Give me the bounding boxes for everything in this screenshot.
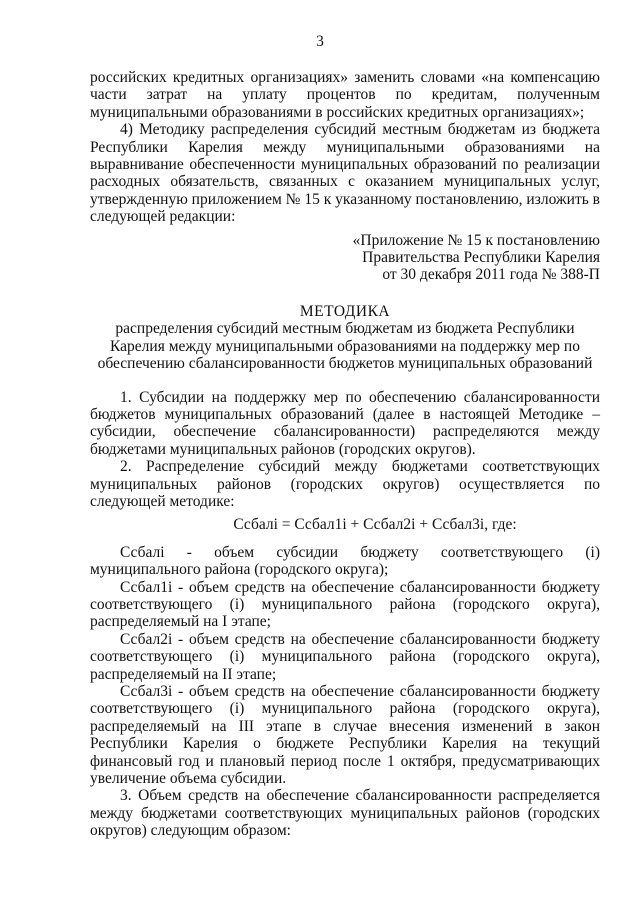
paragraph-2: 2. Распределение субсидий между бюджетами соответствующих муниципальных районов (городских округов) осуществляется по следующей методике: [90,458,600,510]
formula: Ссбалі = Ссбал1і + Ссбал2і + Ссбал3і, где: [233,516,517,534]
document-body [90,69,600,840]
page-number: 3 [316,33,324,50]
appendix-line: от 30 декабря 2011 года № 388-П [382,266,600,284]
document-subtitle [90,320,600,372]
subtitle-line: обеспечению сбалансированности бюджетов муниципальных образований [97,355,593,373]
document-title: МЕТОДИКА [299,302,391,320]
definition-item: Ссбал2і - объем средств на обеспечение сбалансированности бюджету соответствующего (і) муниципального района (городского округа), распределяемый на II этапе; [90,630,600,683]
appendix-line: Правительства Республики Карелия [362,249,600,267]
paragraph-continuation: российских кредитных организациях» заменить словами «на компенсацию части затрат на уплату процентов по кредитам, полученным муниципальными образованиями в российских кредитных организациях»; [90,69,600,121]
definition-item: Ссбалі - объем субсидии бюджету соответствующего (і) муниципального района (городского округа); [90,543,600,579]
paragraph-3: 3. Объем средств на обеспечение сбалансированности распределяется между бюджетами соответствующих муниципальных районов (городских округов) следующим образом: [90,787,600,840]
subtitle-line: распределения субсидий местным бюджетам из бюджета Республики [115,320,575,338]
paragraph-item-4: 4) Методику распределения субсидий местным бюджетам из бюджета Республики Карелия между муниципальными образованиями на выравнивание обеспеченности муниципальных образований по реализации расходных обязательств, связанных с оказанием муниципальных услуг, утвержденную приложением № 15 к указанному постановлению, изложить в следующей редакции: [90,121,600,226]
appendix-line: «Приложение № 15 к постановлению [352,231,600,249]
subtitle-line: Карелия между муниципальными образованиями на поддержку мер по [110,337,580,355]
paragraph-1: 1. Субсидии на поддержку мер по обеспечению сбалансированности бюджетов муниципальных образований (далее в настоящей Методике – субсидии, обеспечение сбалансированности) распределяются между бюджетами муниципальных районов (городских округов). [90,388,600,458]
definition-item: Ссбал3і - объем средств на обеспечение сбалансированности бюджету соответствующего (і) муниципального района (городского округа), распределяемый на III этапе в случае внесения изменений в закон Республики Карелия о бюджете Республики Карелия на текущий финансовый год и плановый период после 1 октября, предусматривающих увеличение объема субсидии. [90,683,600,788]
definition-item: Ссбал1і - объем средств на обеспечение сбалансированности бюджету соответствующего (і) муниципального района (городского округа), распределяемый на I этапе; [90,578,600,631]
appendix-reference [90,232,600,284]
